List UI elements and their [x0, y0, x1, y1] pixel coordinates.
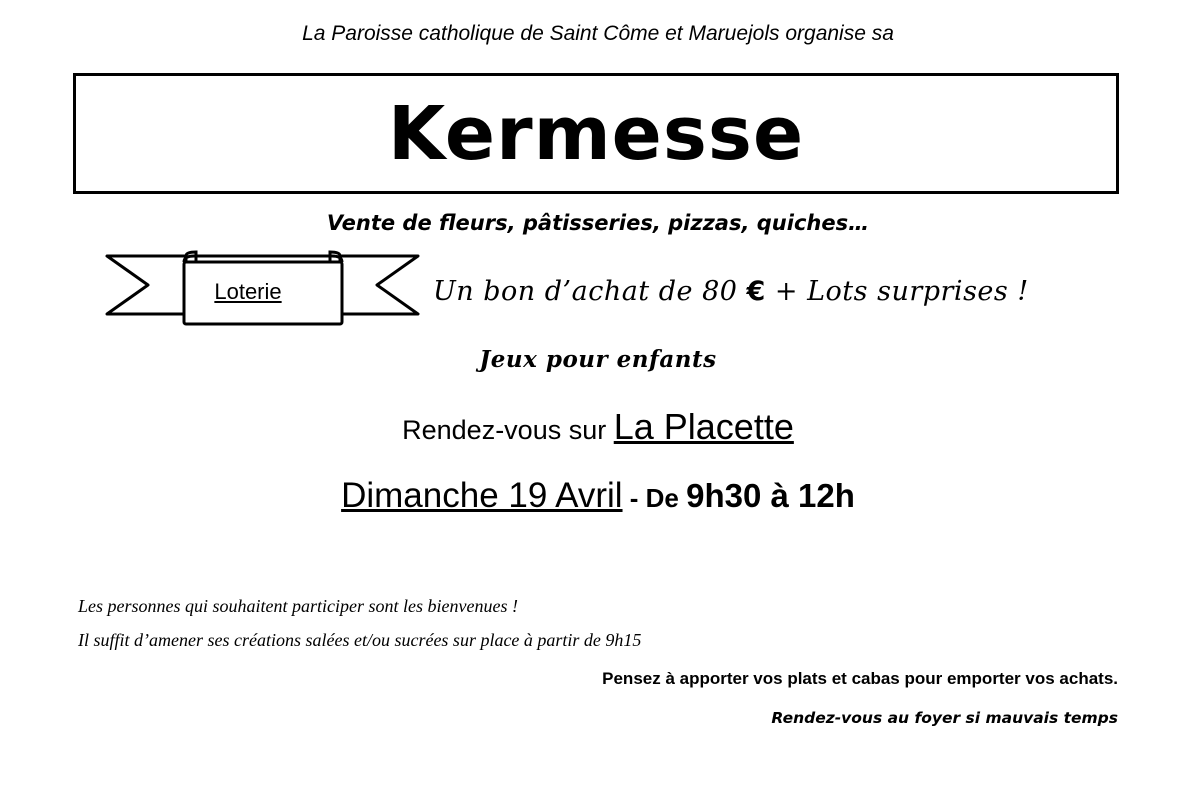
intro-text: La Paroisse catholique de Saint Côme et Maruejols organise sa [302, 22, 894, 45]
title-box [73, 73, 1119, 194]
poster-title: Kermesse [387, 90, 805, 177]
euro-symbol: € [746, 276, 766, 307]
weather-note: Rendez-vous au foyer si mauvais temps [771, 709, 1118, 727]
event-date: Dimanche 19 Avril [341, 476, 623, 515]
schedule-line [0, 476, 1196, 516]
kids-games: Jeux pour enfants [479, 346, 717, 373]
event-hours: 9h30 à 12h [686, 477, 855, 514]
lottery-label: Loterie [214, 279, 282, 304]
bring-note: Il suffit d’amener ses créations salées et/ou sucrées sur place à partir de 9h15 [78, 630, 642, 650]
sales-line: Vente de fleurs, pâtisseries, pizzas, quiches… [326, 211, 870, 235]
meeting-line [0, 406, 1196, 448]
meeting-prefix: Rendez-vous sur [402, 415, 614, 445]
prize-surprise: + Lots surprises ! [765, 276, 1029, 307]
welcome-note: Les personnes qui souhaitent participer sont les bienvenues ! [78, 596, 518, 616]
schedule-separator: - De [622, 483, 687, 513]
lottery-prize [433, 276, 1029, 307]
meeting-place: La Placette [613, 406, 794, 447]
prize-text: Un bon d’achat de 80 [433, 276, 747, 307]
containers-note: Pensez à apporter vos plats et cabas pour emporter vos achats. [602, 669, 1118, 688]
